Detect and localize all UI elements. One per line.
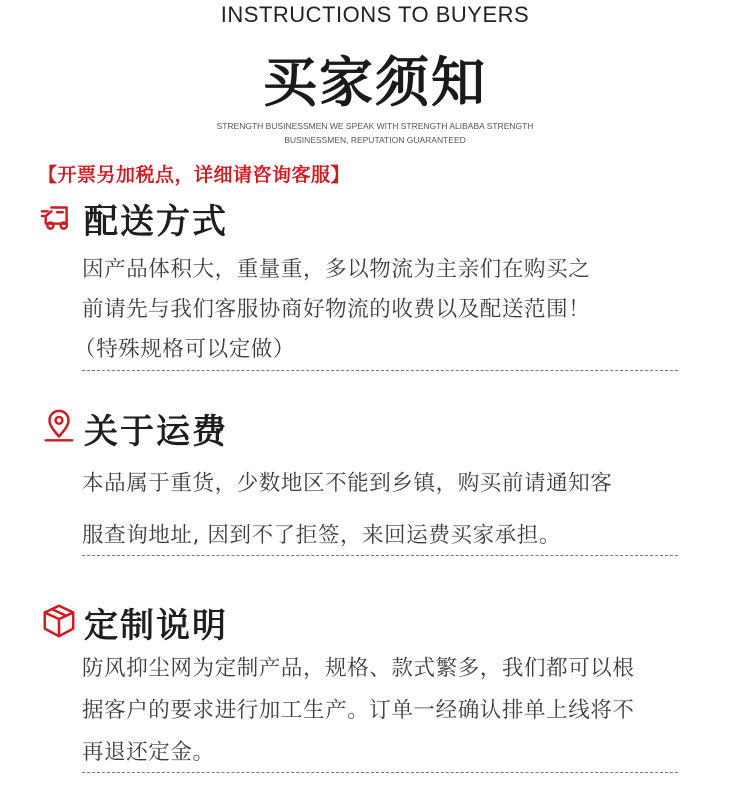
section-title: 关于运费: [84, 412, 228, 452]
invoice-notice: 【开票另加税点，详细请咨询客服】: [38, 164, 351, 186]
section-freight-header: [40, 404, 228, 453]
subtitle-line-1: STRENGTH BUSINESSMEN WE SPEAK WITH STRENGTH ALIBABA STRENGTH: [216, 121, 534, 131]
dashed-divider: [82, 370, 678, 371]
subtitle-line-2: BUSINESSMEN, REPUTATION GUARANTEED: [284, 135, 466, 145]
section-custom-header: [40, 598, 228, 647]
english-title: INSTRUCTIONS TO BUYERS: [220, 2, 530, 27]
section-custom-text: [82, 648, 722, 774]
location-pin-icon: [40, 408, 84, 450]
text-line: 因产品体积大，重量重，多以物流为主亲们在购买之: [82, 257, 591, 282]
section-delivery-text: [74, 250, 722, 370]
section-freight-text: [82, 458, 722, 562]
text-line: 据客户的要求进行加工生产。订单一经确认排单上线将不: [82, 698, 635, 723]
text-line: 服查询地址, 因到不了拒签，来回运费买家承担。: [82, 523, 561, 548]
text-line: 防风抑尘网为定制产品，规格、款式繁多，我们都可以根: [82, 656, 635, 681]
chinese-title: 买家须知: [263, 51, 487, 114]
package-box-icon: [40, 602, 84, 644]
text-line: （特殊规格可以定做）: [74, 337, 296, 362]
section-title: 配送方式: [84, 202, 228, 242]
section-title: 定制说明: [84, 606, 228, 646]
section-delivery-header: [40, 194, 228, 243]
dashed-divider: [82, 772, 678, 773]
dashed-divider: [82, 555, 678, 556]
text-line: 本品属于重货，少数地区不能到乡镇，购买前请通知客: [82, 471, 613, 496]
subtitle: [150, 119, 600, 147]
text-line: 再退还定金。: [82, 740, 215, 765]
delivery-truck-icon: [40, 198, 84, 240]
text-line: 前请先与我们客服协商好物流的收费以及配送范围！: [82, 297, 591, 322]
